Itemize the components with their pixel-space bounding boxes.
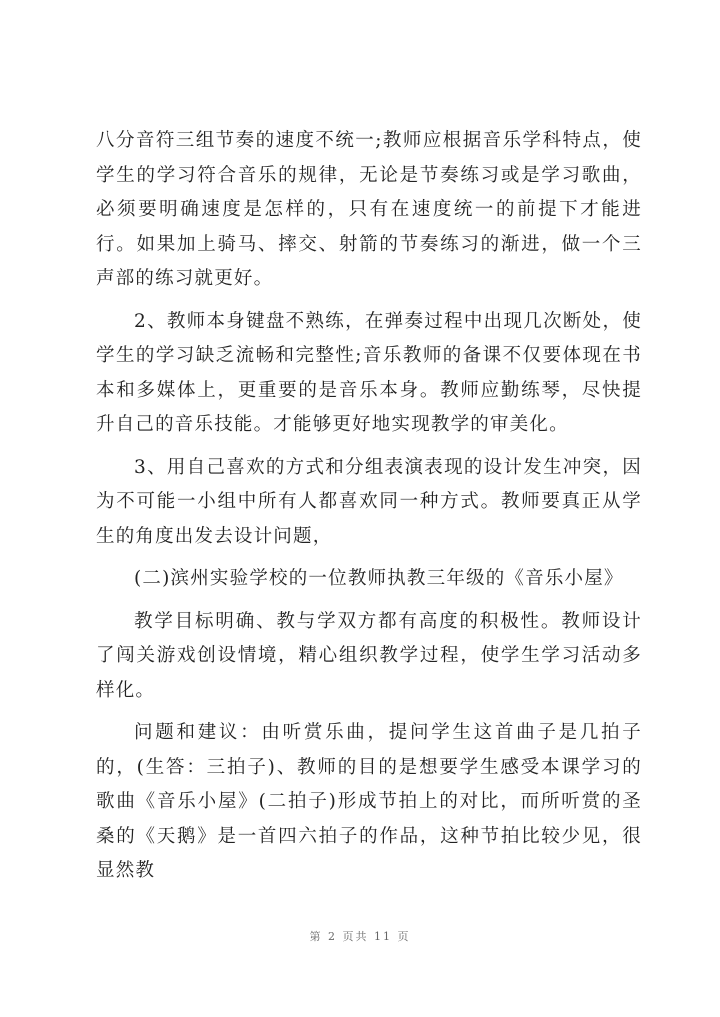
document-body [96, 124, 642, 889]
paragraph-point-2: 2、教师本身键盘不熟练，在弹奏过程中出现几次断处，使学生的学习缺乏流畅和完整性;音乐教师的备课不仅要体现在书本和多媒体上，更重要的是音乐本身。教师应勤练琴，尽快提升自己的音乐技能。才能够更好地实现教学的审美化。 [96, 310, 642, 435]
page-number: 第 2 页共 11 页 [309, 930, 411, 943]
paragraph-teaching-goals: 教学目标明确、教与学双方都有高度的积极性。教师设计了闯关游戏创设情境，精心组织教学过程，使学生学习活动多样化。 [96, 610, 642, 701]
paragraph-continuation: 八分音符三组节奏的速度不统一;教师应根据音乐学科特点，使学生的学习符合音乐的规律，无论是节奏练习或是学习歌曲，必须要明确速度是怎样的，只有在速度统一的前提下才能进行。如果加上骑马、摔交、射箭的节奏练习的渐进，做一个三声部的练习就更好。 [96, 130, 642, 289]
section-heading: (二)滨州实验学校的一位教师执教三年级的《音乐小屋》 [134, 568, 624, 589]
paragraph-problems-suggestions: 问题和建议：由听赏乐曲，提问学生这首曲子是几拍子的，(生答：三拍子)、教师的目的是想要学生感受本课学习的歌曲《音乐小屋》(二拍子)形成节拍上的对比，而所听赏的圣桑的《天鹅》是一首四六拍子的作品，这种节拍比较少见，很显然教 [96, 722, 642, 881]
paragraph-point-3: 3、用自己喜欢的方式和分组表演表现的设计发生冲突，因为不可能一小组中所有人都喜欢同一种方式。教师要真正从学生的角度出发去设计问题， [96, 456, 642, 547]
